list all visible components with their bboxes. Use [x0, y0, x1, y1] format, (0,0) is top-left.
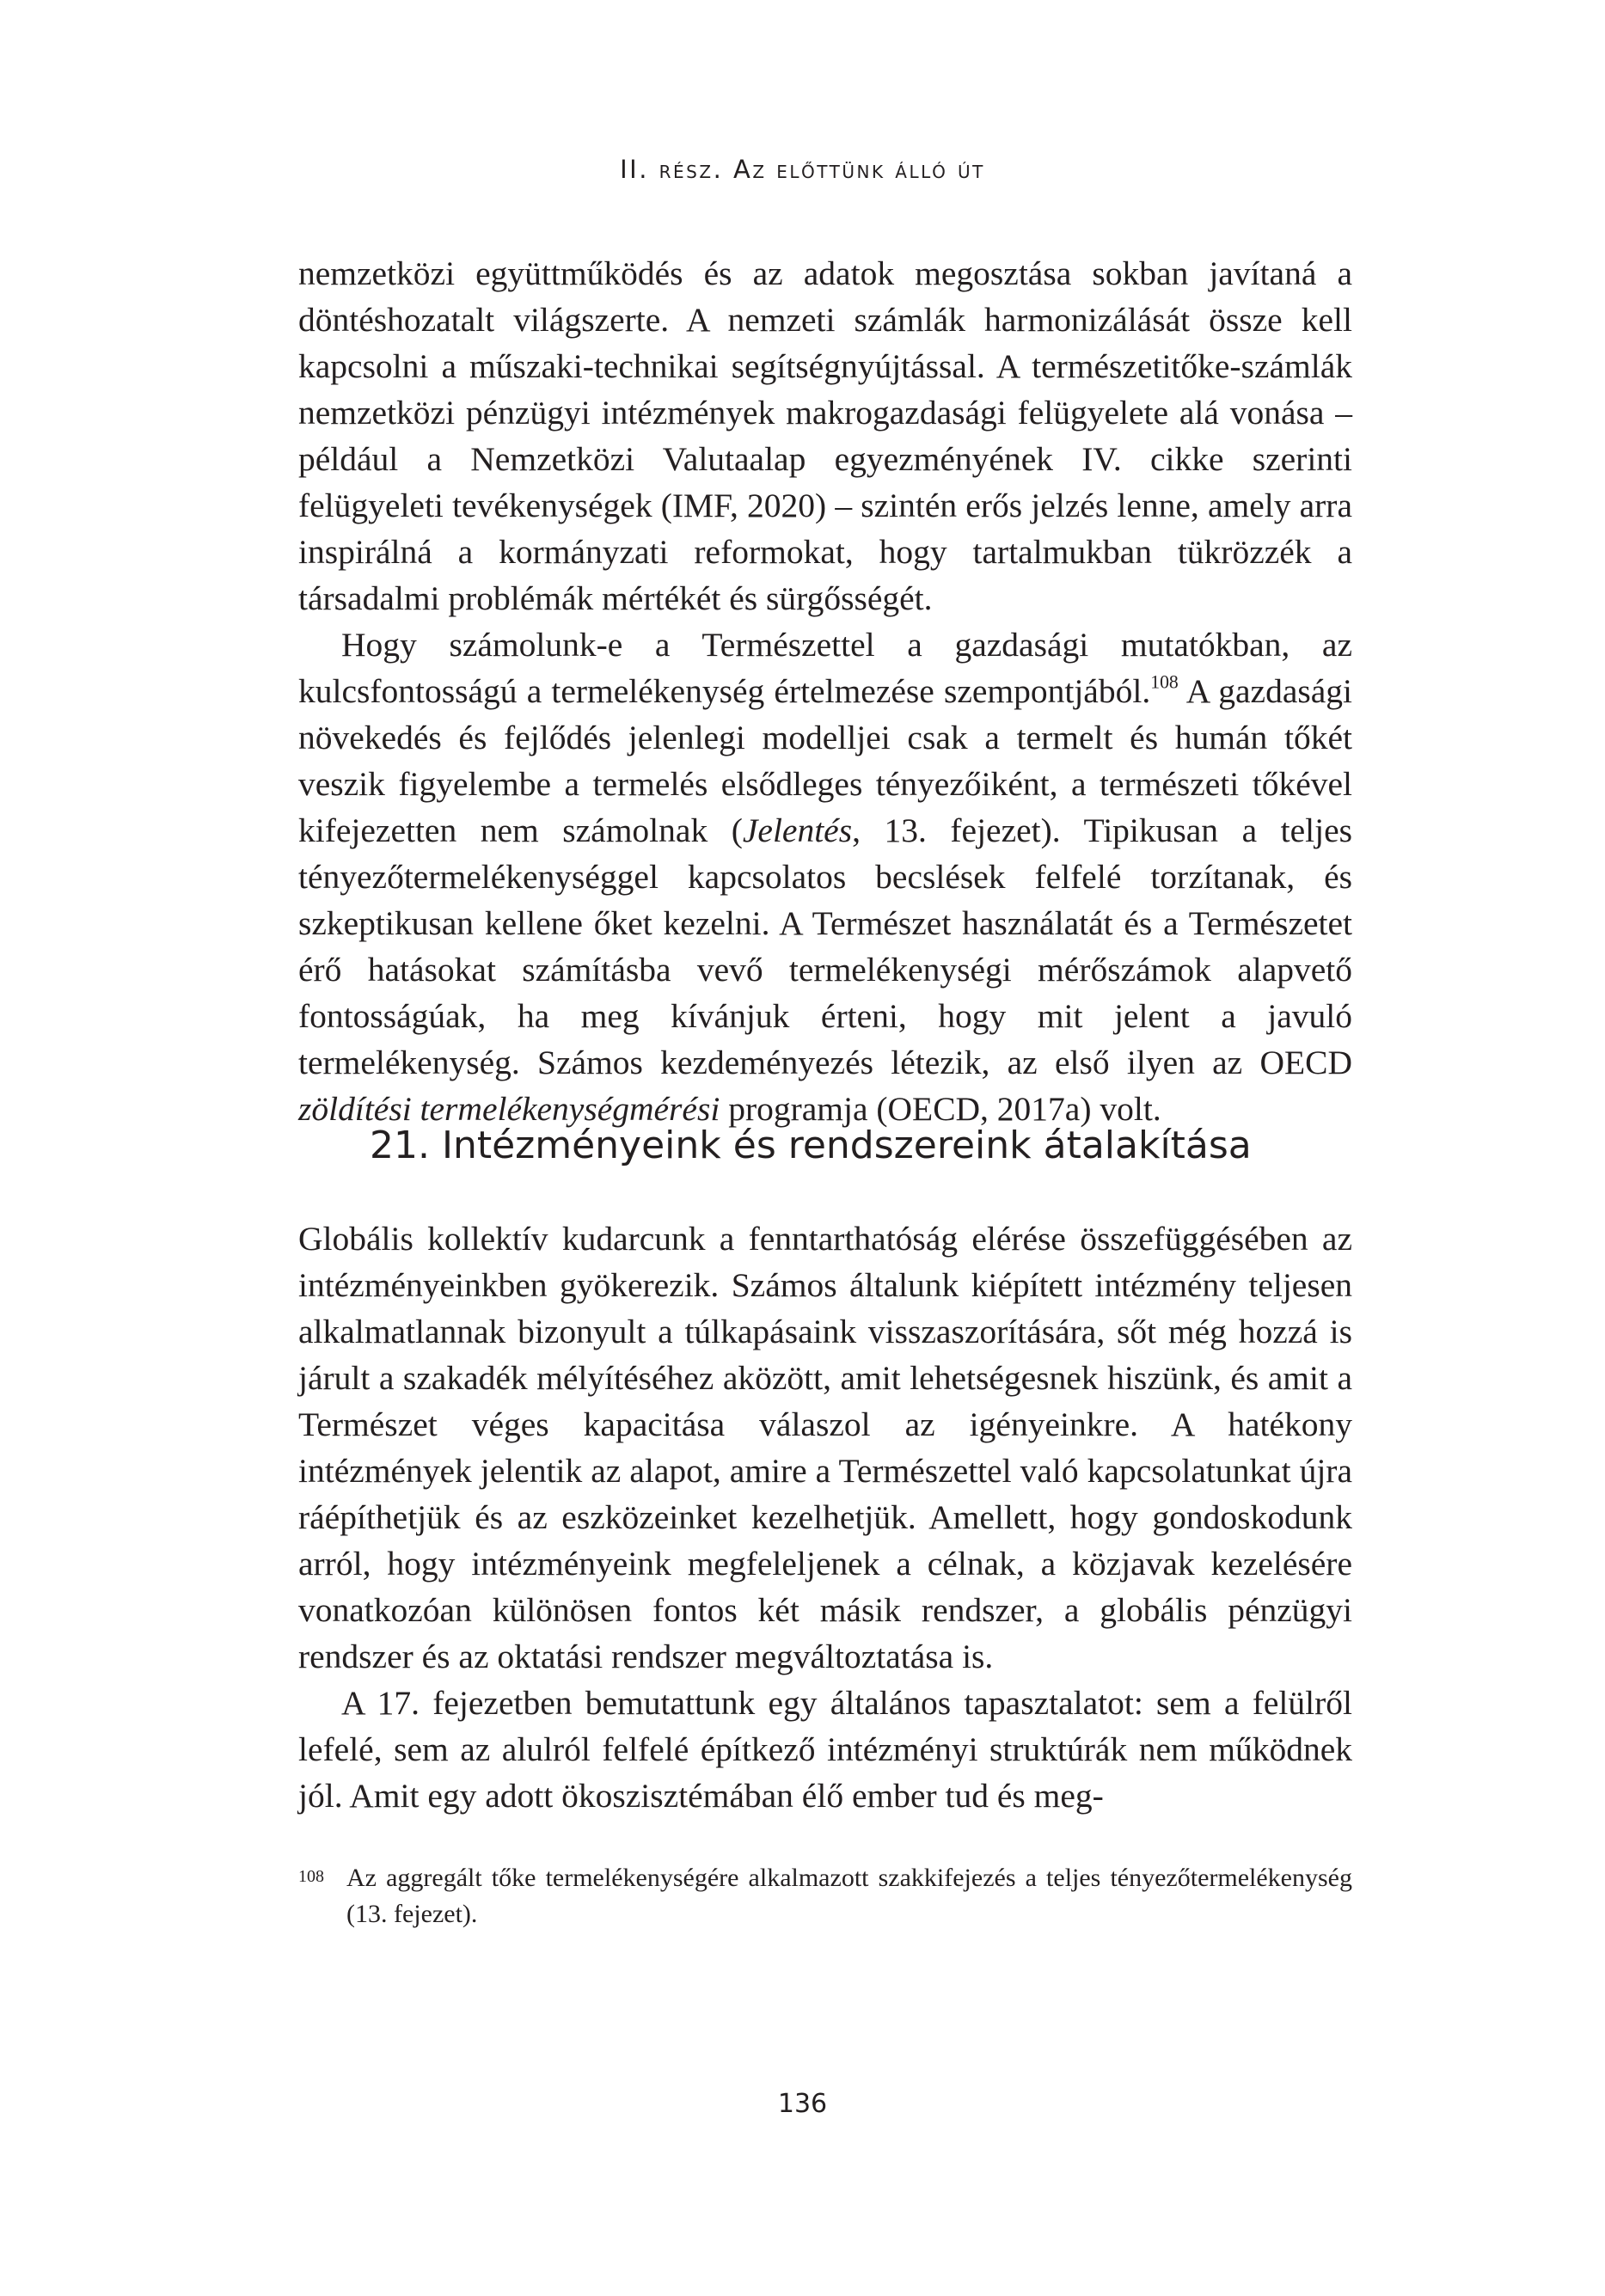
paragraph-text: Hogy számolunk-e a Természettel a gazdasági mutatókban, az kulcsfontosságú a termelékenység értelmezése szempontjából.	[298, 626, 1352, 710]
running-head: II. rész. Az előttünk álló út	[620, 155, 985, 184]
paragraph-text: , 13. fejezet). Tipikusan a teljes tényezőtermelékenységgel kapcsolatos becslések felfelé torzítanak, és szkeptikusan kellene őket kezelni. A Természet használatát és a Természetet érő hatásokat számításba vevő termelékenységi mérőszámok alapvető fontosságúak, ha meg kívánjuk érteni, hogy mit jelent a javuló termelékenység. Számos kezdeményezés létezik, az első ilyen az OECD	[298, 811, 1352, 1081]
page-number: 136	[777, 2089, 828, 2119]
body-text-block-2	[298, 1215, 1352, 1819]
paragraph: nemzetközi együttműködés és az adatok megosztása sokban javítaná a döntéshozatalt világszerte. A nemzeti számlák harmonizálását össze kell kapcsolni a műszaki-technikai segítségnyújtással. A természetitőke-számlák nemzetközi pénzügyi intézmények makrogazdasági felügyelete alá vonása – például a Nemzetközi Valutaalap egyezményének IV. cikke szerinti felügyeleti tevékenységek (IMF, 2020) – szintén erős jelzés lenne, amely arra inspirálná a kormányzati reformokat, hogy tartalmukban tükrözzék a társadalmi problémák mértékét és sürgősségét.	[298, 254, 1352, 617]
footnote-reference[interactable]: 108	[1150, 671, 1179, 693]
body-text-block-1	[298, 250, 1352, 1132]
paragraph: A 17. fejezetben bemutattunk egy általános tapasztalatot: sem a felülről lefelé, sem az alulról felfelé építkező intézményi struktúrák nem működnek jól. Amit egy adott ökoszisztémában élő ember tud és meg-	[298, 1684, 1352, 1815]
paragraph-text: A gazdasági növekedés és fejlődés jelenlegi modelljei csak a termelt és humán tőkét veszik figyelembe a termelés elsődleges tényezőiként, a természeti tőkével kifejezetten nem számolnak (	[298, 672, 1352, 849]
footnote	[298, 1860, 1352, 1932]
paragraph: Globális kollektív kudarcunk a fenntarthatóság elérése összefüggésében az intézményeinkben gyökerezik. Számos általunk kiépített intézmény teljesen alkalmatlannak bizonyult a túlkapásaink visszaszorítására, sőt még hozzá is járult a szakadék mélyítéséhez aközött, amit lehetségesnek hiszünk, és amit a Természet véges kapacitása válaszol az igényeinkre. A hatékony intézmények jelentik az alapot, amire a Természettel való kapcsolatunkat újra ráépíthetjük és az eszközeinket kezelhetjük. Amellett, hogy gondoskodunk arról, hogy intézményeink megfeleljenek a célnak, a közjavak kezelésére vonatkozóan különösen fontos két másik rendszer, a globális pénzügyi rendszer és az oktatási rendszer megváltoztatása is.	[298, 1220, 1352, 1675]
paragraph-text: programja (OECD, 2017a) volt.	[720, 1090, 1161, 1128]
italic-term: zöldítési termelékenységmérési	[298, 1090, 720, 1128]
footnote-number: 108	[298, 1867, 324, 1886]
footnote-text: Az aggregált tőke termelékenységére alkalmazott szakkifejezés a teljes tényezőtermelékenység (13. fejezet).	[346, 1864, 1352, 1928]
section-heading: 21. Intézményeink és rendszereink átalakítása	[370, 1124, 1252, 1167]
italic-title: Jelentés	[742, 811, 853, 849]
paragraph	[298, 621, 1352, 1132]
